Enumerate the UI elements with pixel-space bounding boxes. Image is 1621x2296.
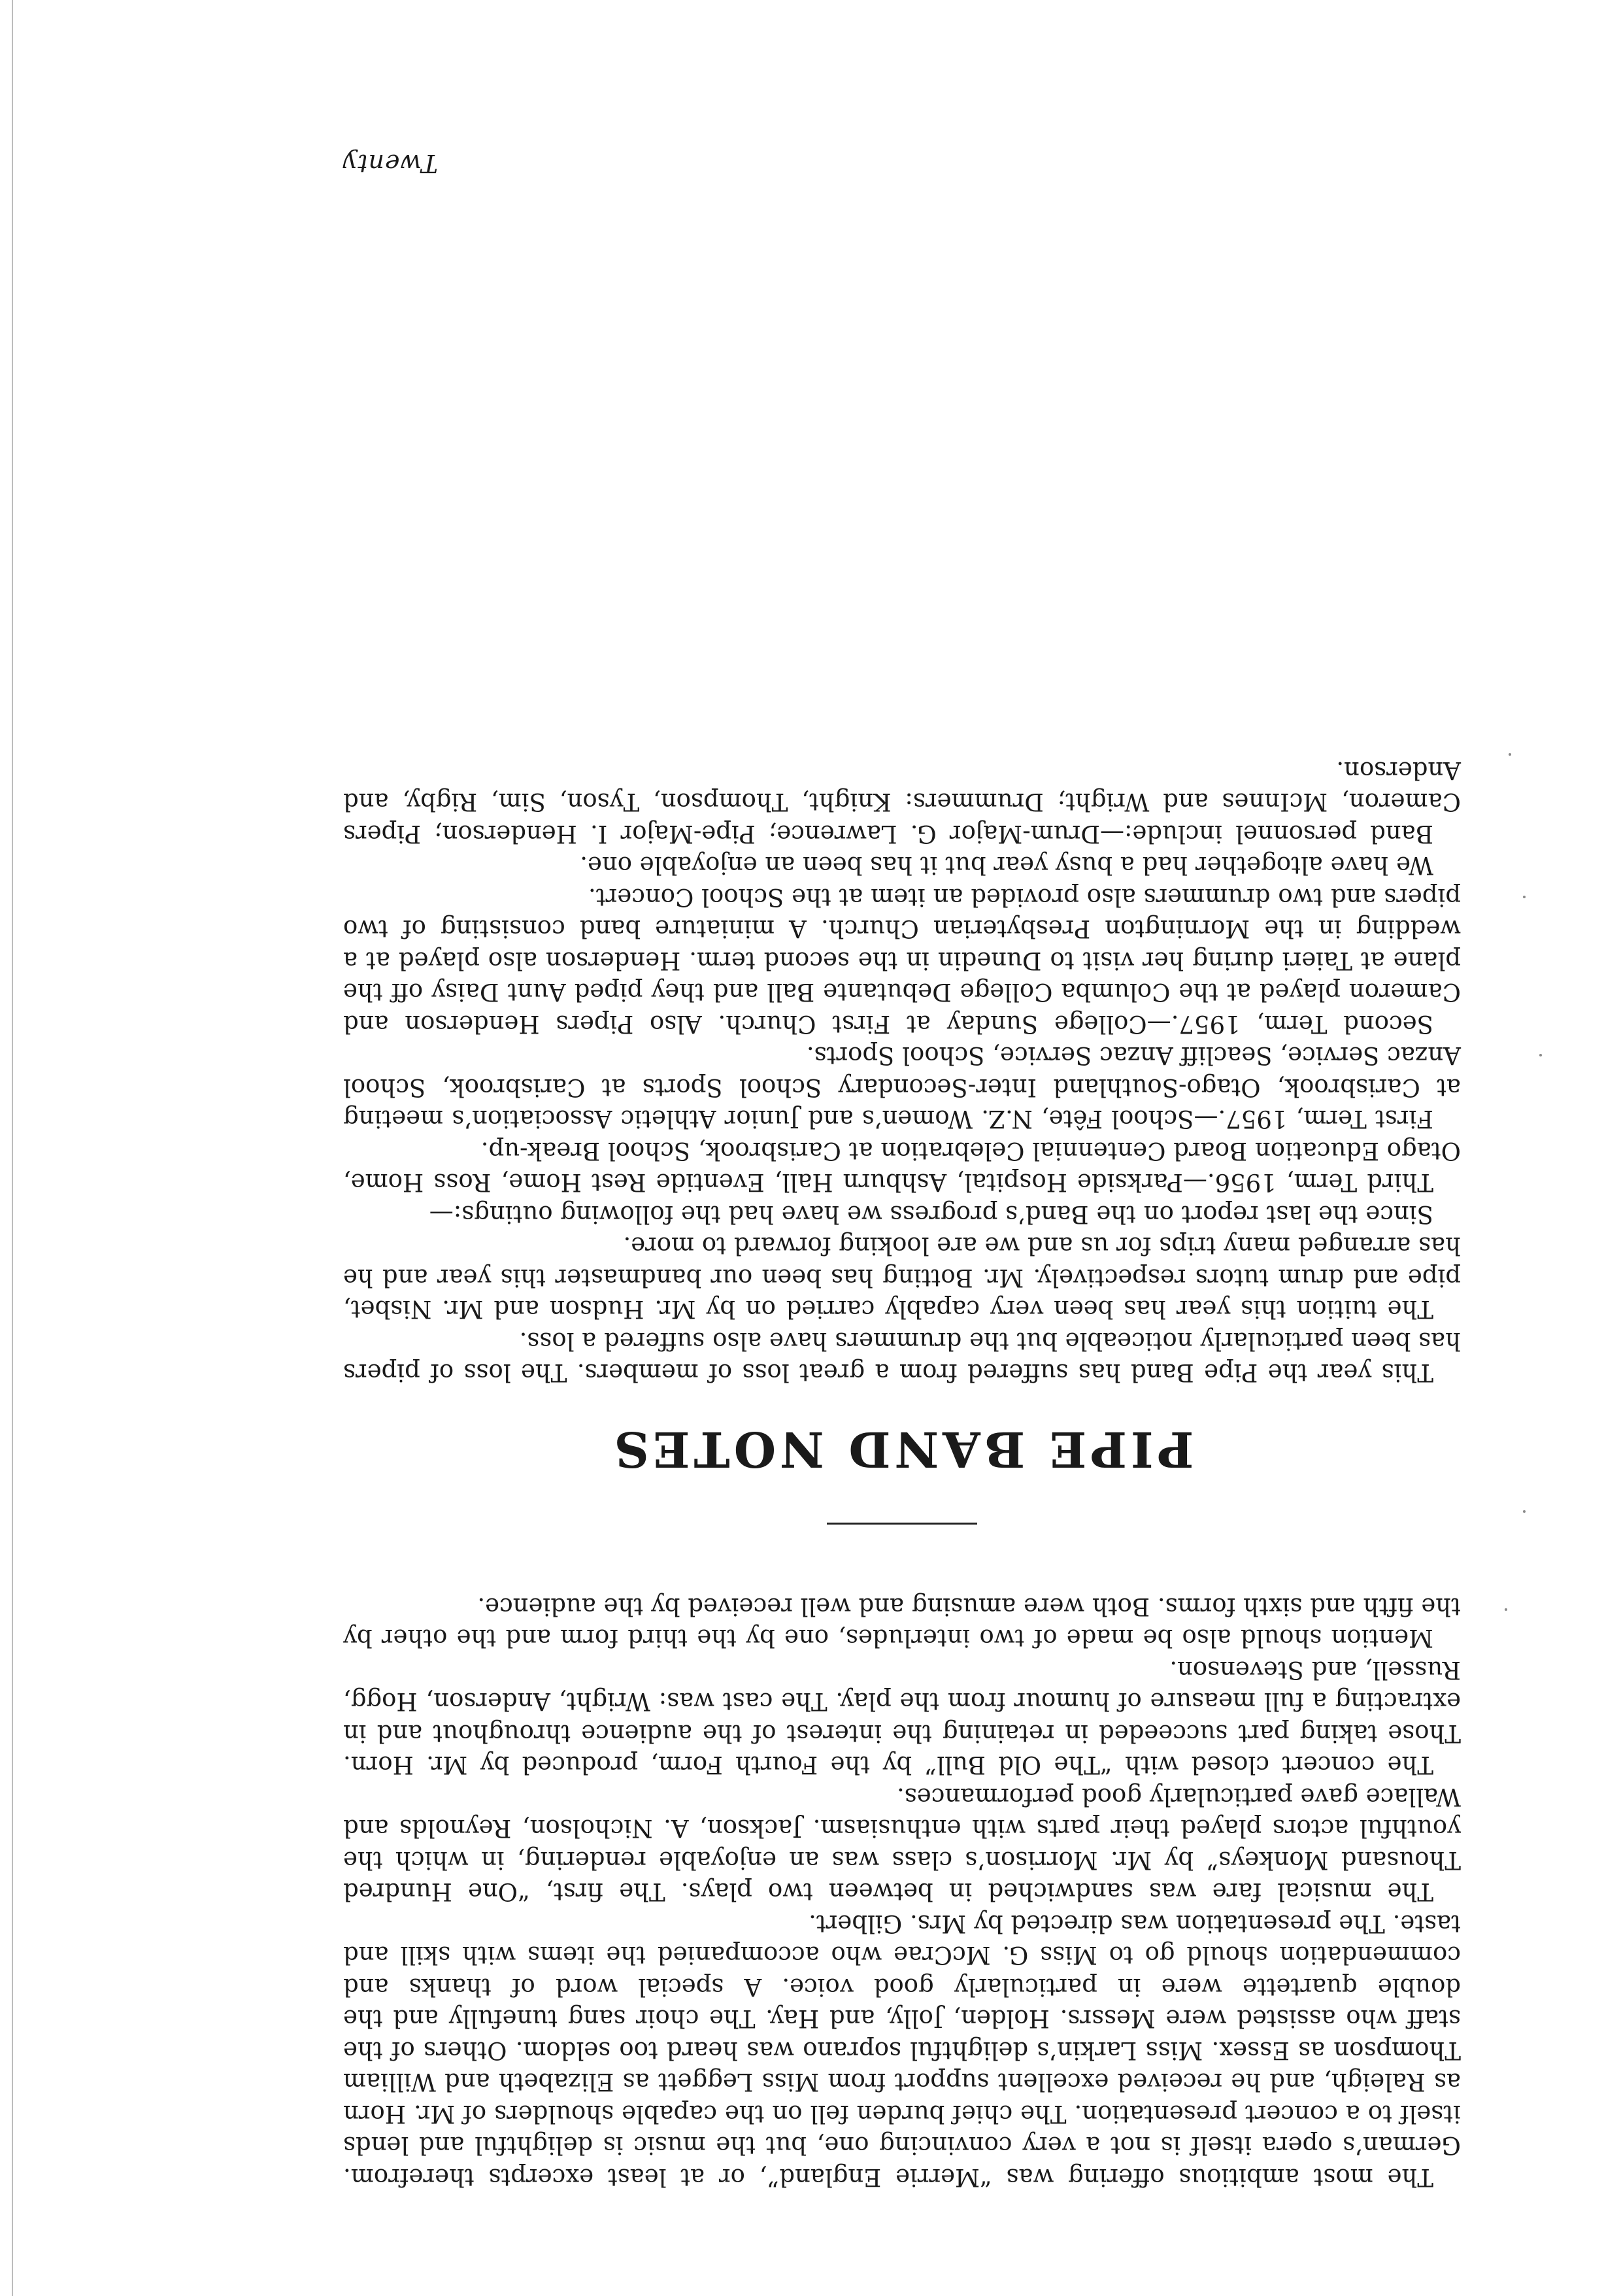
paragraph: First Term, 1957.—School Fête, N.Z. Women’s and Junior Athletic Association’s meeting at Carisbrook, Otago-Southland Inter-Secondary School Sports at Carisbrook, School Anzac Service, Seacliff Anzac Service, School Sports.: [343, 1041, 1461, 1134]
paragraph: The most ambitious offering was “Merrie England”, or at least excerpts therefrom. German’s opera itself is not a very convincing one, but the music is delightful and lends itself to a concert presentation. The chief burden fell on the capable shoulders of Mr. Horn as Raleigh, and he received excellent support from Miss Leggett as Elizabeth and William Thompson as Essex. Miss Larkin’s delightful soprano was heard too seldom. Others of the staff who assisted were Messrs. Holden, Jolly, and Hay. The choir sang tunefully and the double quartette were in particularly good voice. A special word of thanks and commendation should go to Miss G. McCrae who accompanied the items with skill and taste. The presentation was directed by Mrs. Gilbert.: [343, 1910, 1461, 2191]
paragraph: Second Term, 1957.—College Sunday at First Church. Also Pipers Henderson and Cameron played at the Columba College Debutante Ball and they piped Aunt Daisy off the plane at Taieri during her visit to Dunedin in the second term. Henderson also played at a wedding in the Mornington Presbyterian Church. A miniature band consisting of two pipers and two drummers also provided an item at the School Concert.: [343, 883, 1461, 1038]
section-divider: [827, 1523, 977, 1525]
section-heading: PIPE BAND NOTES: [610, 1421, 1194, 1477]
pipe-band-notes: [343, 754, 1461, 1477]
paragraph: Band personnel include:—Drum-Major G. Lawrence; Pipe-Major I. Henderson; Pipers Cameron, McInnes and Wright; Drummers: Knight, Thompson, Tyson, Sim, Rigby, and Anderson.: [343, 756, 1461, 848]
page-content: [343, 754, 1461, 2193]
paragraph: This year the Pipe Band has suffered from a great loss of members. The loss of pipers has been particularly noticeable but the drummers have also suffered a loss.: [343, 1327, 1461, 1387]
paragraph: Since the last report on the Band’s progress we have had the following outings:—: [429, 1200, 1433, 1228]
paragraph: The concert closed with “The Old Bull” by the Fourth Form, produced by Mr. Horn. Those taking part succeeded in retaining the interest of the audience throughout and in extracting a full measure of humour from the play. The cast was: Wright, Anderson, Hogg, Russell, and Stevenson.: [343, 1656, 1461, 1780]
paragraph: Third Term, 1956.—Parkside Hospital, Ashburn Hall, Eventide Rest Home, Ross Home, Otago Education Board Centennial Celebration at Carisbrook, School Break-up.: [343, 1137, 1461, 1197]
page-number: Twenty: [342, 149, 438, 178]
paragraph: The tuition this year has been very capably carried on by Mr. Hudson and Mr. Nisbet, pipe and drum tutors respectively. Mr. Botting has been our bandmaster this year and he has arranged many trips for us and we are looking forward to more.: [343, 1232, 1461, 1324]
concert-report: [343, 1591, 1461, 2193]
paragraph: The musical fare was sandwiched in between two plays. The first, “One Hundred Thousand Monkeys” by Mr. Morrison’s class was an enjoyable rendering, in which the youthful actors played their parts with enthusiasm. Jackson, A. Nicholson, Reynolds and Wallace gave particularly good performances.: [343, 1783, 1461, 1906]
paragraph: Mention should also be made of two interludes, one by the third form and the other by the fifth and sixth forms. Both were amusing and well received by the audience.: [343, 1593, 1461, 1653]
paragraph: We have altogether had a busy year but it has been an enjoyable one.: [580, 851, 1433, 880]
